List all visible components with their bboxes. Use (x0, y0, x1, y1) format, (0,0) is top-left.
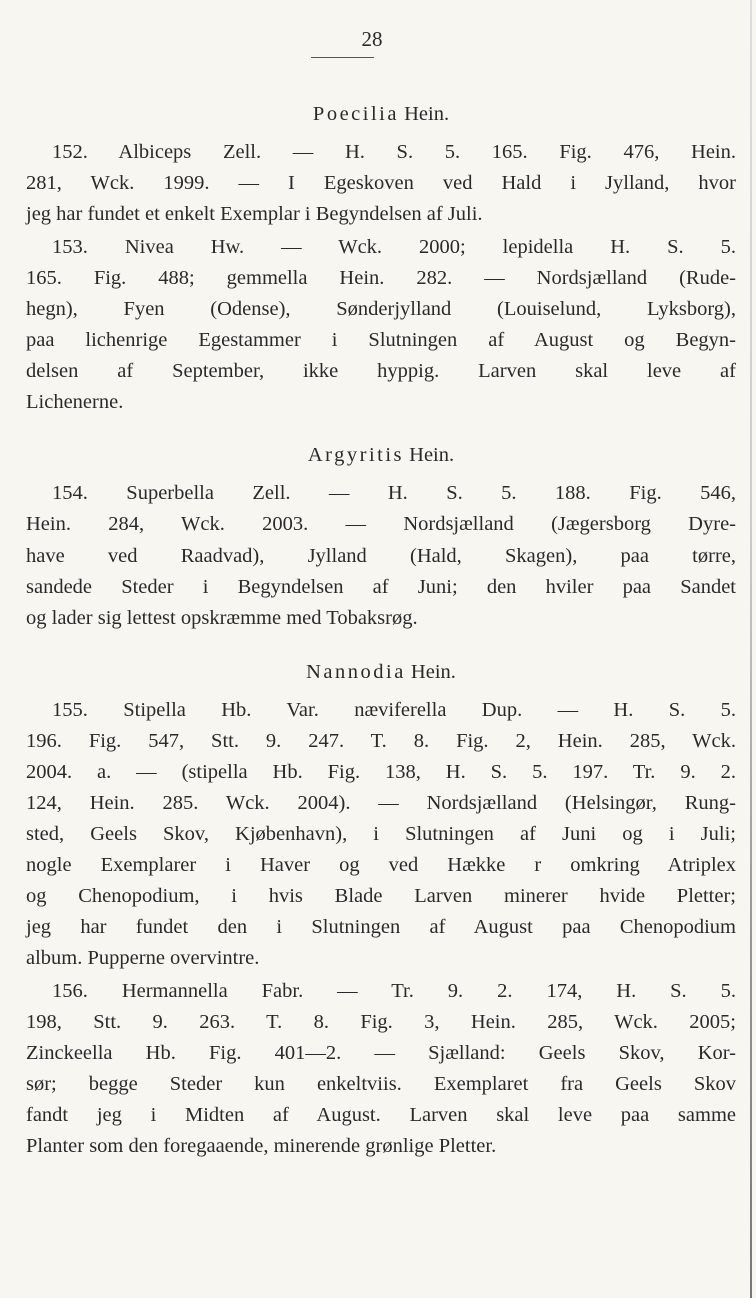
header-rule (311, 57, 374, 58)
genus-heading-nannodia (26, 661, 736, 684)
text-line: Planter som den foregaaende, minerende grønlige Pletter. (26, 1135, 497, 1157)
text-line: 153. Nivea Hw. — Wck. 2000; lepidella H. S. 5. (52, 236, 736, 258)
text-line: 281, Wck. 1999. — I Egeskoven ved Hald i Jylland, hvor (26, 172, 736, 194)
genus-name: Nannodia (306, 661, 406, 683)
genus-author: Hein. (404, 103, 450, 125)
genus-name: Poecilia (312, 103, 399, 125)
text-line: hegn), Fyen (Odense), Sønderjylland (Louiselund, Lyksborg), (26, 298, 736, 320)
text-line: 165. Fig. 488; gemmella Hein. 282. — Nordsjælland (Rude- (26, 267, 736, 289)
genus-heading-argyritis (26, 444, 736, 467)
text-line: delsen af September, ikke hyppig. Larven skal leve af (26, 360, 736, 382)
text-line: og Chenopodium, i hvis Blade Larven minerer hvide Pletter; (26, 885, 736, 907)
text-line: fandt jeg i Midten af August. Larven skal leve paa samme (26, 1104, 736, 1126)
text-line: 198, Stt. 9. 263. T. 8. Fig. 3, Hein. 285, Wck. 2005; (26, 1011, 736, 1033)
text-line: album. Pupperne overvintre. (26, 947, 260, 969)
text-line: 155. Stipella Hb. Var. næviferella Dup. — H. S. 5. (52, 699, 736, 721)
genus-name: Argyritis (307, 444, 405, 466)
page-number: 28 (361, 27, 383, 51)
text-line: jeg har fundet et enkelt Exemplar i Begyndelsen af Juli. (26, 203, 483, 225)
text-line: have ved Raadvad), Jylland (Hald, Skagen), paa tørre, (26, 545, 736, 567)
text-line: Hein. 284, Wck. 2003. — Nordsjælland (Jægersborg Dyre- (26, 513, 736, 535)
text-line: og lader sig lettest opskræmme med Tobaksrøg. (26, 607, 418, 629)
text-line: paa lichenrige Egestammer i Slutningen af August og Begyn- (26, 329, 736, 351)
text-line: jeg har fundet den i Slutningen af August paa Chenopodium (26, 916, 736, 938)
text-line: 156. Hermannella Fabr. — Tr. 9. 2. 174, H. S. 5. (52, 980, 736, 1002)
genus-heading-poecilia (26, 103, 736, 126)
text-line: sted, Geels Skov, Kjøbenhavn), i Slutningen af Juni og i Juli; (26, 823, 736, 845)
text-line: Lichenerne. (26, 391, 124, 413)
text-line: 196. Fig. 547, Stt. 9. 247. T. 8. Fig. 2, Hein. 285, Wck. (26, 730, 736, 752)
text-line: 2004. a. — (stipella Hb. Fig. 138, H. S. 5. 197. Tr. 9. 2. (26, 761, 736, 783)
text-line: sandede Steder i Begyndelsen af Juni; den hviler paa Sandet (26, 576, 736, 598)
text-line: 154. Superbella Zell. — H. S. 5. 188. Fig. 546, (52, 482, 736, 504)
genus-author: Hein. (410, 661, 456, 683)
text-line: Zinckeella Hb. Fig. 401—2. — Sjælland: Geels Skov, Kor- (26, 1042, 736, 1064)
text-line: sør; begge Steder kun enkeltviis. Exemplaret fra Geels Skov (26, 1073, 736, 1095)
text-line: 152. Albiceps Zell. — H. S. 5. 165. Fig. 476, Hein. (52, 141, 736, 163)
page-edge-shadow (750, 0, 752, 1298)
genus-author: Hein. (409, 444, 455, 466)
text-line: 124, Hein. 285. Wck. 2004). — Nordsjælland (Helsingør, Rung- (26, 792, 736, 814)
text-line: nogle Exemplarer i Haver og ved Hække r omkring Atriplex (26, 854, 736, 876)
